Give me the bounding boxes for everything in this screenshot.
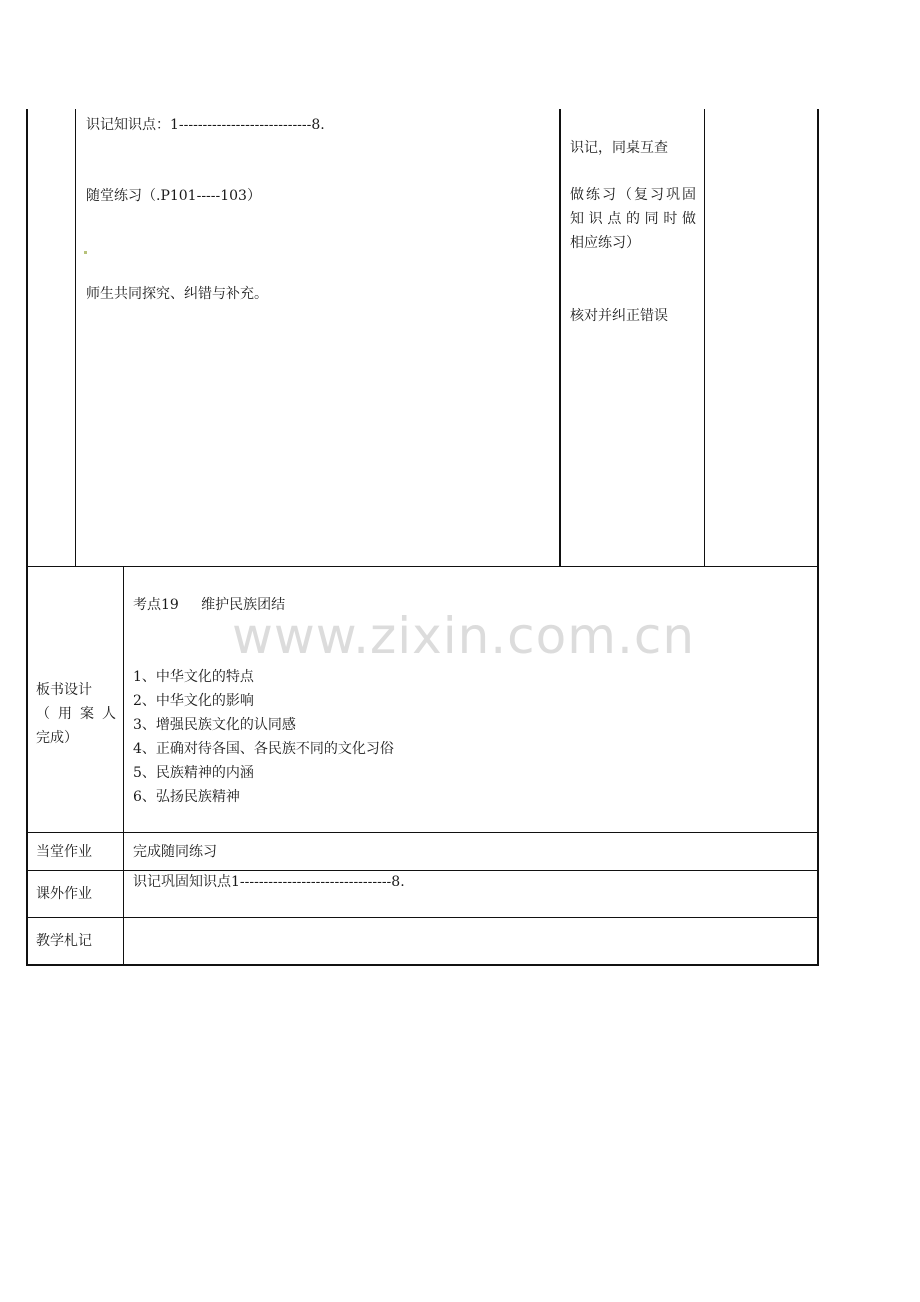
explore-line: 师生共同探究、纠错与补充。 xyxy=(86,286,268,302)
board-list-item: 5、民族精神的内涵 xyxy=(133,765,254,781)
practice-line: 随堂练习（.P101-----103） xyxy=(86,188,261,204)
extra-homework-label: 课外作业 xyxy=(36,886,92,902)
activity-line: 核对并纠正错误 xyxy=(570,308,668,324)
board-heading: 考点19 维护民族团结 xyxy=(133,597,286,613)
board-list-item: 1、中华文化的特点 xyxy=(133,669,254,685)
board-list-item: 4、正确对待各国、各民族不同的文化习俗 xyxy=(133,741,394,757)
activity-line: 做练习（复习巩固 xyxy=(570,187,696,203)
board-list-item: 6、弘扬民族精神 xyxy=(133,789,240,805)
activity-line: 知识点的同时做 xyxy=(570,211,696,227)
homework-label: 当堂作业 xyxy=(36,844,92,860)
activity-line: 相应练习） xyxy=(570,235,640,251)
stray-mark xyxy=(84,251,87,254)
knowledge-points-line: 识记知识点：1----------------------------8. xyxy=(86,117,325,133)
board-design-label: 完成） xyxy=(36,730,78,746)
board-list-item: 3、增强民族文化的认同感 xyxy=(133,717,296,733)
activity-line: 识记，同桌互查 xyxy=(570,140,668,156)
watermark-text: www.zixin.com.cn xyxy=(232,607,696,665)
board-list-item: 2、中华文化的影响 xyxy=(133,693,254,709)
extra-homework-content: 识记巩固知识点1--------------------------------8. xyxy=(133,874,405,890)
homework-content: 完成随同练习 xyxy=(133,844,217,860)
notes-label: 教学札记 xyxy=(36,933,92,949)
board-design-label: 板书设计 xyxy=(36,682,92,698)
board-design-label: （用案人 xyxy=(36,706,116,722)
